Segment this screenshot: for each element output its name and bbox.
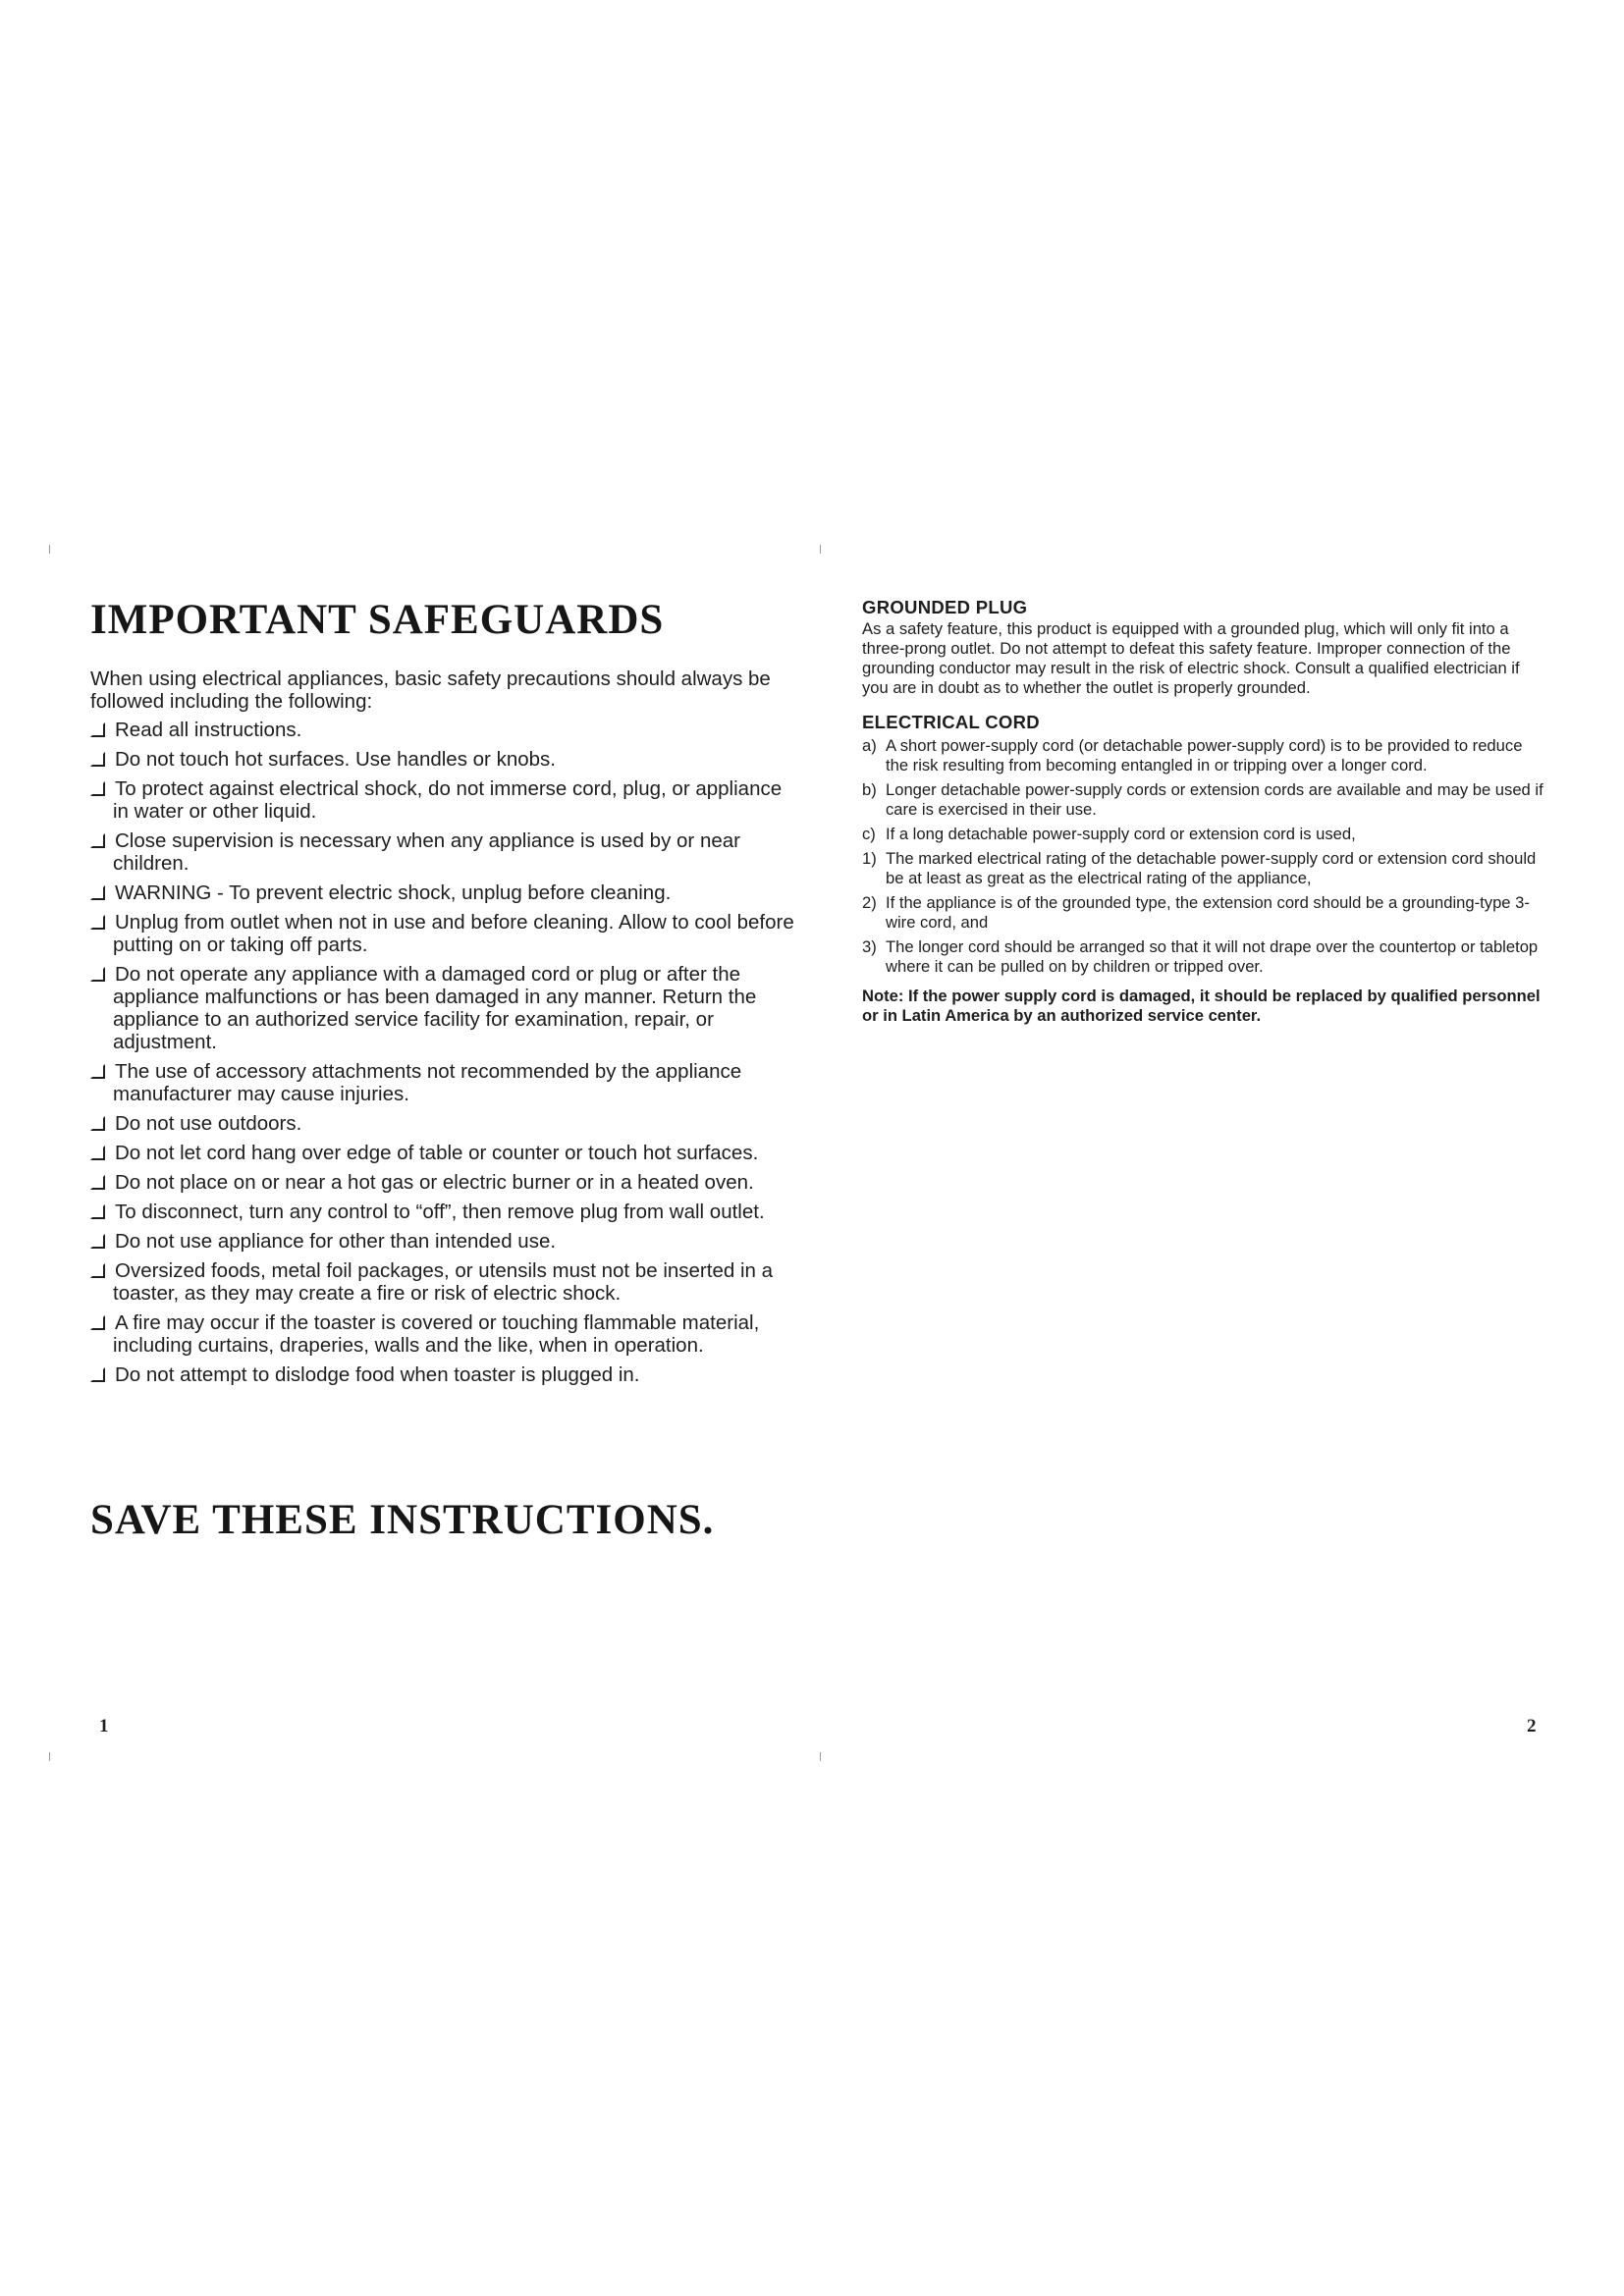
cord-item	[862, 893, 1549, 933]
safeguard-item	[90, 829, 797, 875]
cord-item	[862, 736, 1549, 775]
checkbox-bullet-icon	[90, 1315, 105, 1330]
safeguard-item-text: Unplug from outlet when not in use and before cleaning. Allow to cool before putting on or taking off parts.	[113, 911, 794, 956]
checkbox-bullet-icon	[90, 722, 105, 737]
checkbox-bullet-icon	[90, 1175, 105, 1190]
safeguard-item-text: Do not attempt to dislodge food when toaster is plugged in.	[115, 1363, 640, 1386]
crop-mark	[820, 1752, 821, 1761]
safeguard-item-text: Do not operate any appliance with a damaged cord or plug or after the appliance malfunctions or has been damaged in any manner. Return the appliance to an authorized service facility for examination, repair, or adjustment.	[113, 963, 757, 1053]
safeguard-list	[90, 719, 797, 1386]
safeguard-item	[90, 1311, 797, 1357]
safeguard-item-text: Do not let cord hang over edge of table or counter or touch hot surfaces.	[115, 1142, 759, 1164]
safeguard-item	[90, 881, 797, 904]
checkbox-bullet-icon	[90, 781, 105, 796]
safeguard-item	[90, 1201, 797, 1223]
save-instructions-title: SAVE THESE INSTRUCTIONS.	[90, 1497, 715, 1543]
page-title: IMPORTANT SAFEGUARDS	[90, 597, 665, 643]
checkbox-bullet-icon	[90, 1146, 105, 1160]
safeguard-item	[90, 1112, 797, 1135]
safeguard-item	[90, 719, 797, 741]
safeguard-item	[90, 777, 797, 823]
checkbox-bullet-icon	[90, 1367, 105, 1382]
safeguard-item-text: Do not use appliance for other than intended use.	[115, 1230, 557, 1253]
checkbox-bullet-icon	[90, 1204, 105, 1219]
safeguard-item	[90, 963, 797, 1053]
cord-item-marker: c)	[862, 825, 876, 843]
safeguard-item	[90, 1060, 797, 1105]
note-text: Note: If the power supply cord is damaged, it should be replaced by qualified personnel or in Latin America by an authorized service center.	[862, 987, 1541, 1025]
checkbox-bullet-icon	[90, 1263, 105, 1278]
cord-item-text: If the appliance is of the grounded type, the extension cord should be a grounding-type 3-wire cord, and	[886, 893, 1530, 932]
grounded-plug-text: As a safety feature, this product is equipped with a grounded plug, which will only fit into a three-prong outlet. Do not attempt to defeat this safety feature. Improper connection of the grounding conductor may result in the risk of electric shock. Consult a qualified electrician if you are in doubt as to whether the outlet is properly grounded.	[862, 619, 1520, 697]
safeguard-item-text: A fire may occur if the toaster is covered or touching flammable material, including curtains, draperies, walls and the like, when in operation.	[113, 1311, 760, 1357]
page-number-right: 2	[1527, 1716, 1537, 1736]
crop-mark	[49, 1752, 50, 1761]
checkbox-bullet-icon	[90, 1116, 105, 1131]
checkbox-bullet-icon	[90, 1064, 105, 1079]
cord-item-marker: a)	[862, 736, 877, 755]
safeguard-item-text: WARNING - To prevent electric shock, unplug before cleaning.	[115, 881, 672, 904]
safeguard-item	[90, 911, 797, 956]
checkbox-bullet-icon	[90, 967, 105, 982]
safeguard-item-text: To disconnect, turn any control to “off”, then remove plug from wall outlet.	[115, 1201, 765, 1223]
safeguard-item-text: Close supervision is necessary when any appliance is used by or near children.	[113, 829, 740, 875]
cord-item-text: The longer cord should be arranged so that it will not drape over the countertop or tabletop where it can be pulled on by children or tripped over.	[886, 937, 1539, 976]
cord-item-text: The marked electrical rating of the detachable power-supply cord or extension cord should be at least as great as the electrical rating of the appliance,	[886, 849, 1537, 887]
cord-item	[862, 825, 1549, 844]
cord-item-marker: 3)	[862, 937, 877, 956]
safeguard-item-text: Oversized foods, metal foil packages, or utensils must not be inserted in a toaster, as they may create a fire or risk of electric shock.	[113, 1259, 774, 1305]
cord-item-text: Longer detachable power-supply cords or extension cords are available and may be used if care is exercised in their use.	[886, 780, 1543, 819]
electrical-cord-heading: ELECTRICAL CORD	[862, 712, 1040, 732]
intro-text: When using electrical appliances, basic safety precautions should always be followed including the following:	[90, 667, 771, 713]
safeguard-item	[90, 1230, 797, 1253]
cord-item	[862, 937, 1549, 977]
safeguard-item-text: Do not place on or near a hot gas or electric burner or in a heated oven.	[115, 1171, 754, 1194]
grounded-plug-heading: GROUNDED PLUG	[862, 597, 1028, 617]
page-number-left: 1	[99, 1716, 109, 1736]
safeguard-item-text: The use of accessory attachments not recommended by the appliance manufacturer may cause injuries.	[113, 1060, 742, 1105]
safeguard-item	[90, 1171, 797, 1194]
cord-item-marker: 1)	[862, 849, 877, 868]
electrical-cord-list	[862, 736, 1549, 977]
crop-mark	[49, 545, 50, 554]
safeguard-item-text: To protect against electrical shock, do not immerse cord, plug, or appliance in water or other liquid.	[113, 777, 783, 823]
cord-item-text: A short power-supply cord (or detachable power-supply cord) is to be provided to reduce the risk resulting from becoming entangled in or tripping over a longer cord.	[886, 736, 1523, 774]
safeguard-item-text: Do not use outdoors.	[115, 1112, 302, 1135]
safeguard-item	[90, 1142, 797, 1164]
checkbox-bullet-icon	[90, 915, 105, 930]
cord-item-marker: 2)	[862, 893, 877, 912]
checkbox-bullet-icon	[90, 752, 105, 767]
right-page	[862, 597, 1549, 1026]
checkbox-bullet-icon	[90, 885, 105, 900]
cord-item-marker: b)	[862, 780, 877, 799]
left-page	[90, 595, 797, 1393]
crop-mark	[820, 545, 821, 554]
safeguard-item	[90, 748, 797, 771]
safeguard-item	[90, 1259, 797, 1305]
checkbox-bullet-icon	[90, 833, 105, 848]
safeguard-item-text: Read all instructions.	[115, 719, 302, 741]
cord-item-text: If a long detachable power-supply cord or extension cord is used,	[886, 825, 1356, 843]
safeguard-item	[90, 1363, 797, 1386]
checkbox-bullet-icon	[90, 1234, 105, 1249]
safeguard-item-text: Do not touch hot surfaces. Use handles or knobs.	[115, 748, 556, 771]
cord-item	[862, 849, 1549, 888]
cord-item	[862, 780, 1549, 820]
